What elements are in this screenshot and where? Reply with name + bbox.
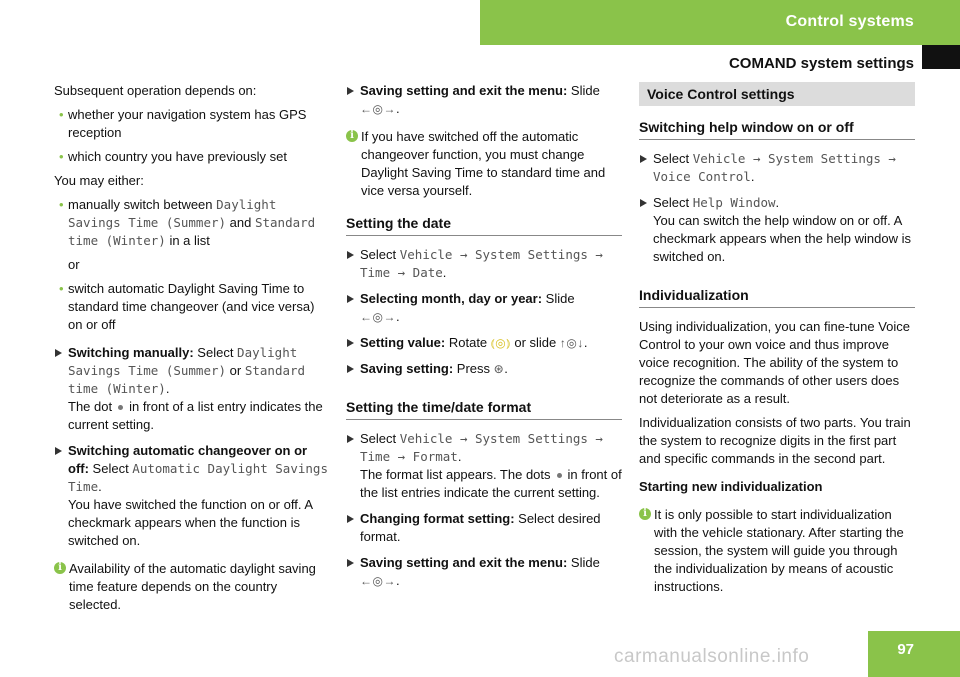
text: Slide xyxy=(567,83,600,98)
text: The dot xyxy=(68,399,113,414)
menu-code: Automatic Daylight Savings Time xyxy=(68,461,328,494)
press-icon: ⊛ xyxy=(493,362,505,376)
text: in front of the list entries indicate the current setting. xyxy=(360,467,622,500)
step-saving-setting xyxy=(346,360,622,378)
info-icon: i xyxy=(346,130,358,142)
text: . xyxy=(457,449,462,464)
intro-text: Subsequent operation depends on: xyxy=(54,83,257,98)
text: . xyxy=(165,381,170,396)
text: and xyxy=(226,215,255,230)
menu-code: Standard time (Winter) xyxy=(68,215,316,248)
page-number: 97 xyxy=(897,641,914,658)
step-label: Saving setting and exit the menu: xyxy=(360,555,568,570)
text: If you have switched off the automatic changeover function, you must change Daylight Saving Time to standard time and vice versa yourself. xyxy=(361,129,606,198)
section-marker xyxy=(922,45,960,69)
info-note-individualization xyxy=(639,506,915,596)
text: . xyxy=(775,195,780,210)
text: . xyxy=(583,335,588,350)
text: Select xyxy=(360,247,400,262)
step-save-exit-format: Saving setting and exit the menu: Slide ←◎→. xyxy=(346,554,622,590)
text: . xyxy=(750,169,755,184)
step-label: Changing format setting: xyxy=(360,511,515,526)
text: Press xyxy=(453,361,494,376)
text: Availability of the automatic daylight saving time feature depends on the country selected. xyxy=(69,561,316,612)
menu-code: Vehicle → System Settings → Voice Control xyxy=(653,151,896,184)
text: It is only possible to start individualization with the vehicle stationary. After starting the session, the system will guide you through the individualization by means of acoustic instructions. xyxy=(654,507,904,594)
text: or xyxy=(226,363,245,378)
menu-code: Vehicle → System Settings → Time → Date xyxy=(360,247,603,280)
info-note-availability xyxy=(54,560,330,614)
heading-individualization: Individualization xyxy=(639,286,915,308)
text: manually switch between xyxy=(68,197,217,212)
step-select-help-window xyxy=(639,194,915,266)
individualization-paragraph-2: Individualization consists of two parts. You train the system to recognize digits in the first part and specific commands in the second part. xyxy=(639,415,911,466)
chapter-title: Control systems xyxy=(785,13,914,30)
step-label: Saving setting: xyxy=(360,361,454,376)
text: in front of a list entry indicates the current setting. xyxy=(68,399,323,432)
starting-individualization-heading: Starting new individualization xyxy=(639,479,823,494)
step-label: Saving setting and exit the menu: xyxy=(360,83,568,98)
heading-time-date-format: Setting the time/date format xyxy=(346,398,622,420)
heading-setting-date: Setting the date xyxy=(346,214,622,236)
menu-code: Daylight Savings Time (Summer) xyxy=(68,345,298,378)
heading-help-window: Switching help window on or off xyxy=(639,118,915,140)
text: Slide xyxy=(567,555,600,570)
rotate-icon: ⦅◎⦆ xyxy=(490,336,511,350)
column-3 xyxy=(639,82,915,604)
step-save-exit: Saving setting and exit the menu: Slide ←◎→. xyxy=(346,82,622,118)
step-label: Switching automatic changeover on or off: xyxy=(68,443,308,476)
step-switch-manually xyxy=(54,344,330,434)
step-auto-changeover xyxy=(54,442,330,550)
step-select-format xyxy=(346,430,622,502)
step-label: Setting value: xyxy=(360,335,446,350)
column-1 xyxy=(54,82,330,622)
text: or slide xyxy=(510,335,560,350)
text: Rotate xyxy=(445,335,491,350)
step-select-month: Selecting month, day or year: Slide ←◎→. xyxy=(346,290,622,326)
bullet-manual-switch xyxy=(54,196,330,250)
step-setting-value xyxy=(346,334,622,352)
page-number-tab xyxy=(868,631,960,677)
section-title: COMAND system settings xyxy=(728,55,914,72)
step-label: Switching manually: xyxy=(68,345,194,360)
dot-indicator-icon xyxy=(118,405,123,410)
chapter-tab xyxy=(480,0,960,45)
step-select-date xyxy=(346,246,622,282)
bullet-country: • which country you have previously set xyxy=(54,148,330,166)
step-change-format xyxy=(346,510,622,546)
text: . xyxy=(442,265,447,280)
menu-code: Standard time (Winter) xyxy=(68,363,306,396)
info-icon: i xyxy=(639,508,651,520)
menu-code: Vehicle → System Settings → Time → Format xyxy=(360,431,603,464)
text: Select desired format. xyxy=(360,511,601,544)
text: . xyxy=(504,361,508,376)
may-either-text: You may either: xyxy=(54,173,144,188)
step-label: Selecting month, day or year: xyxy=(360,291,543,306)
or-text: or xyxy=(68,257,80,272)
text: Select xyxy=(653,195,693,210)
voice-control-box-title: Voice Control settings xyxy=(639,82,915,106)
individualization-paragraph-1: Using individualization, you can fine-tune Voice Control to your own voice and thus improve voice recognition. The ability of the system to recognize the commands of other users does not deteriorate as a result. xyxy=(639,319,911,406)
slide-up-down-icon: ↑◎↓ xyxy=(559,336,584,350)
bullet-gps: • whether your navigation system has GPS reception xyxy=(54,106,330,142)
text: The format list appears. The dots xyxy=(360,467,551,482)
text: in a list xyxy=(165,233,210,248)
text: Select xyxy=(193,345,238,360)
dot-indicator-icon xyxy=(557,473,562,478)
text: You can switch the help window on or off. A checkmark appears when the help window is switched on. xyxy=(653,213,911,264)
text: Slide xyxy=(542,291,575,306)
menu-code: Daylight Savings Time (Summer) xyxy=(68,197,277,230)
slide-left-right-icon: ←◎→ xyxy=(360,102,396,116)
text: . xyxy=(98,479,102,494)
slide-left-right-icon: ←◎→ xyxy=(360,310,396,324)
info-note-changeover xyxy=(346,128,622,200)
text: Select xyxy=(360,431,400,446)
step-select-voice-control xyxy=(639,150,915,186)
watermark: carmanualsonline.info xyxy=(614,646,810,667)
bullet-auto-switch: • switch automatic Daylight Saving Time to standard time changeover (and vice versa) on or off xyxy=(54,280,330,334)
text: You have switched the function on or off. A checkmark appears when the function is switched on. xyxy=(68,497,313,548)
column-2 xyxy=(346,82,622,598)
menu-code: Help Window xyxy=(692,195,776,210)
slide-left-right-icon: ←◎→ xyxy=(360,574,396,588)
text: Select xyxy=(88,461,133,476)
info-icon: i xyxy=(54,562,66,574)
text: Select xyxy=(653,151,693,166)
